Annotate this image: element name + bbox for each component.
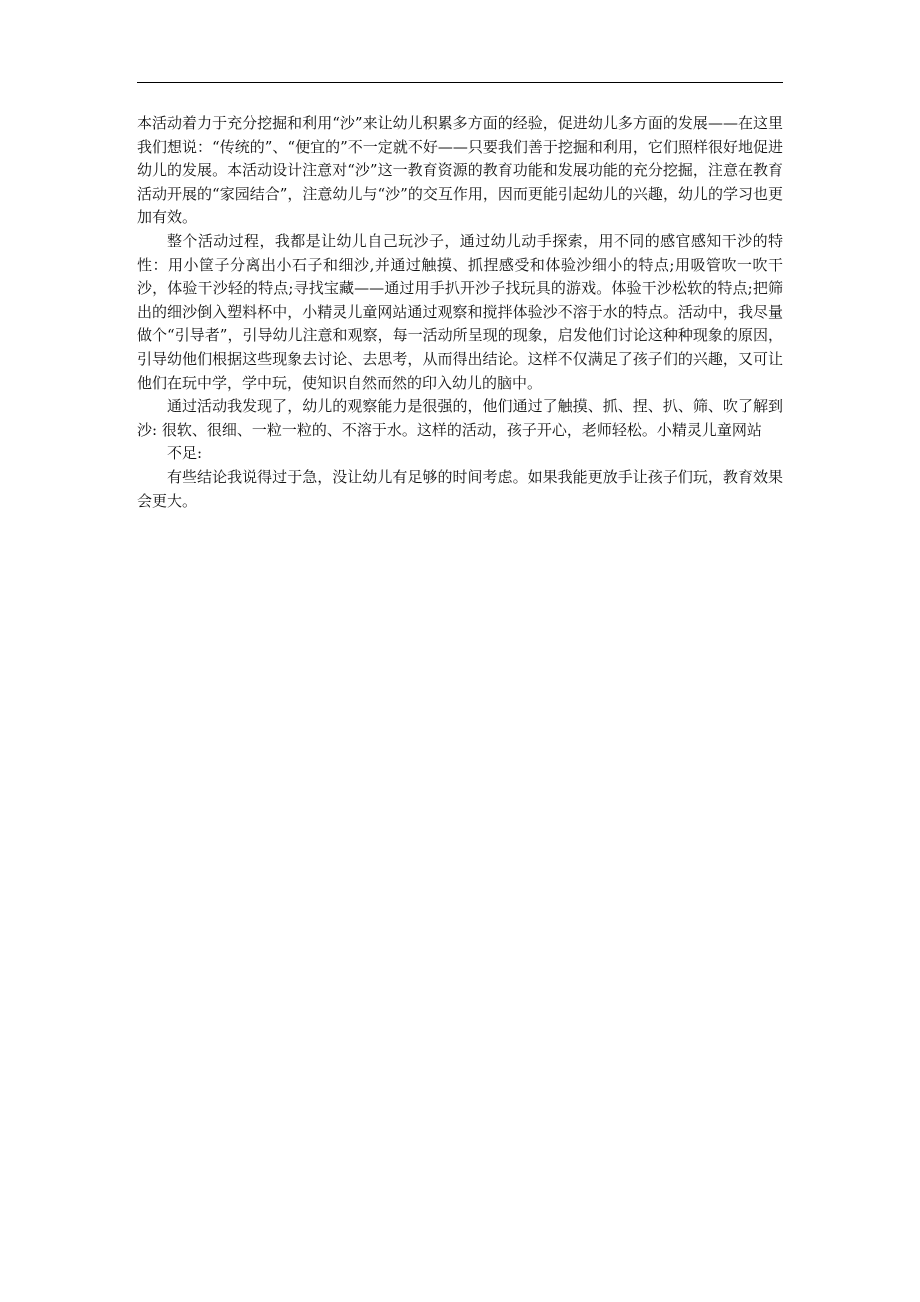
paragraph-shortcoming-heading: 不足:	[167, 444, 203, 463]
document-body	[137, 112, 783, 513]
paragraph-findings: 通过活动我发现了，幼儿的观察能力是很强的，他们通过了触摸、抓、捏、扒、筛、吹了解到沙: 很软、很细、一粒一粒的、不溶于水。这样的活动，孩子开心，老师轻松。小精灵儿童网站	[137, 397, 783, 439]
paragraph-shortcoming: 有些结论我说得过于急，没让幼儿有足够的时间考虑。如果我能更放手让孩子们玩，教育效果会更大。	[137, 467, 783, 510]
paragraph-intro: 本活动着力于充分挖掘和利用“沙”来让幼儿积累多方面的经验，促进幼儿多方面的发展——在这里我们想说：“传统的”、“便宜的”不一定就不好——只要我们善于挖掘和利用，它们照样很好地促进幼儿的发展。本活动设计注意对“沙”这一教育资源的教育功能和发展功能的充分挖掘，注意在教育活动开展的“家园结合”，注意幼儿与“沙”的交互作用，因而更能引起幼儿的兴趣，幼儿的学习也更加有效。	[137, 114, 783, 227]
paragraph-process: 整个活动过程，我都是让幼儿自己玩沙子，通过幼儿动手探索，用不同的感官感知干沙的特性：用小筐子分离出小石子和细沙,并通过触摸、抓捏感受和体验沙细小的特点;用吸管吹一吹干沙，体验干沙轻的特点;寻找宝藏——通过用手扒开沙子找玩具的游戏。体验干沙松软的特点;把筛出的细沙倒入塑料杯中，小精灵儿童网站通过观察和搅拌体验沙不溶于水的特点。活动中，我尽量做个“引导者”，引导幼儿注意和观察，每一活动所呈现的现象，启发他们讨论这种种现象的原因，引导幼他们根据这些现象去讨论、去思考，从而得出结论。这样不仅满足了孩子们的兴趣，又可让他们在玩中学，学中玩，使知识自然而然的印入幼儿的脑中。	[137, 231, 783, 392]
header-rule	[137, 82, 783, 83]
